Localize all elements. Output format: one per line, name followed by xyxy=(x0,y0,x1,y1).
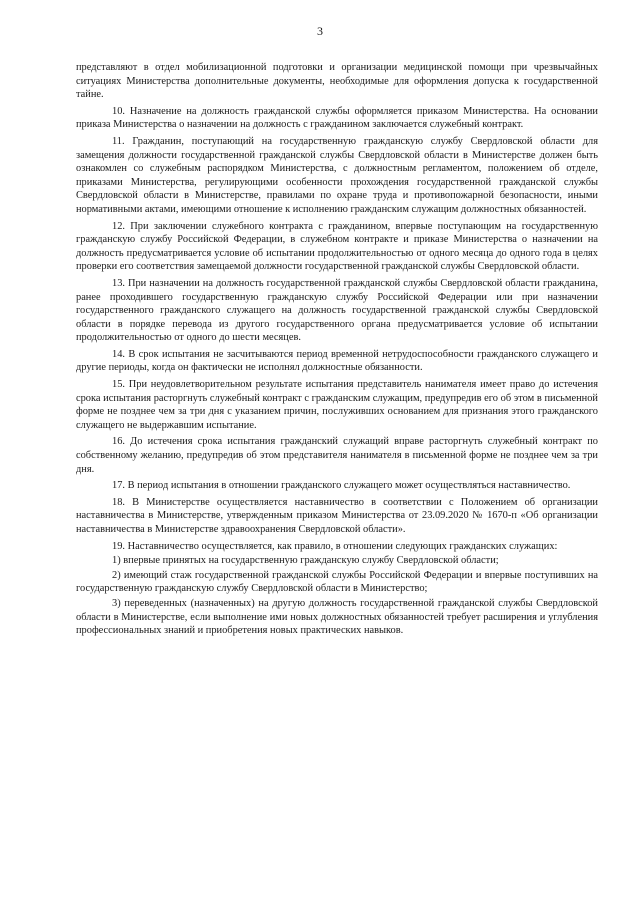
document-body xyxy=(76,61,598,641)
paragraph-18: 18. В Министерстве осуществляется наставничество в соответствии с Положением об организации наставничества в Министерстве, утвержденным приказом Министерства от 23.09.2020 № 1670-п «Об организации наставничества в Министерстве здравоохранения Свердловской области». xyxy=(76,496,598,535)
paragraph-11: 11. Гражданин, поступающий на государственную гражданскую службу Свердловской области для замещения должности государственной гражданской службы Свердловской области в Министерстве должен быть ознакомлен со служебным распорядком Министерства, с должностным регламентом, положением об отделе, приказами Министерства, регулирующими особенности прохождения государственной гражданской службы Свердловской области в Министерстве, правилами по охране труда и противопожарной безопасности, иными нормативными актами, имеющими отношение к исполнению гражданским служащим должностных обязанностей. xyxy=(76,135,598,215)
list-item-1: 1) впервые принятых на государственную гражданскую службу Свердловской области; xyxy=(112,555,499,567)
paragraph-13: 13. При назначении на должность государственной гражданской службы Свердловской области гражданина, ранее проходившего государственную гражданскую службу Российской Федерации или при назначении государственного гражданского служащего на должность государственной гражданской службы Свердловской области в порядке перевода из другого государственного органа предусматривается условие об испытании продолжительностью от одного до шести месяцев. xyxy=(76,277,598,344)
paragraph-14: 14. В срок испытания не засчитываются период временной нетрудоспособности гражданского служащего и другие периоды, когда он фактически не исполнял должностные обязанности. xyxy=(76,348,598,374)
paragraph-15: 15. При неудовлетворительном результате испытания представитель нанимателя имеет право до истечения срока испытания расторгнуть служебный контракт с гражданским служащим, предупредив его об этом в письменной форме не позднее чем за три дня с указанием причин, послуживших основанием для признания этого гражданского служащего не выдержавшим испытание. xyxy=(76,379,598,431)
paragraph-17: 17. В период испытания в отношении гражданского служащего может осуществляться наставничество. xyxy=(112,480,571,492)
paragraph-12: 12. При заключении служебного контракта с гражданином, впервые поступающим на государственную гражданскую службу Российской Федерации, в служебном контракте и приказе Министерства о назначении на должность предусматривается условие об испытании продолжительностью от одного месяца до одного года в целях проверки его соответствия замещаемой должности государственной гражданской службы Свердловской области. xyxy=(76,220,598,273)
paragraph-10: 10. Назначение на должность гражданской службы оформляется приказом Министерства. На основании приказа Министерства о назначении на должность с гражданином заключается служебный контракт. xyxy=(76,105,598,131)
paragraph-19: 19. Наставничество осуществляется, как правило, в отношении следующих гражданских служащих: xyxy=(112,540,558,552)
paragraph-16: 16. До истечения срока испытания гражданский служащий вправе расторгнуть служебный контракт по собственному желанию, предупредив об этом представителя нанимателя в письменной форме не позднее чем за три дня. xyxy=(76,436,598,475)
page-number: 3 xyxy=(317,24,323,38)
list-item-2: 2) имеющий стаж государственной гражданской службы Российской Федерации и впервые поступивших на государственную гражданскую службу Свердловской области в Министерство; xyxy=(76,569,598,595)
paragraph-continuation: представляют в отдел мобилизационной подготовки и организации медицинской помощи при чрезвычайных ситуациях Министерства дополнительные документы, необходимые для оформления допуска к государственной тайне. xyxy=(76,62,598,101)
list-item-3: 3) переведенных (назначенных) на другую должность государственной гражданской службы Свердловской области в Министерстве, если выполнение ими новых должностных обязанностей требует расширения и углубления профессиональных знаний и приобретения новых практических навыков. xyxy=(76,597,598,637)
